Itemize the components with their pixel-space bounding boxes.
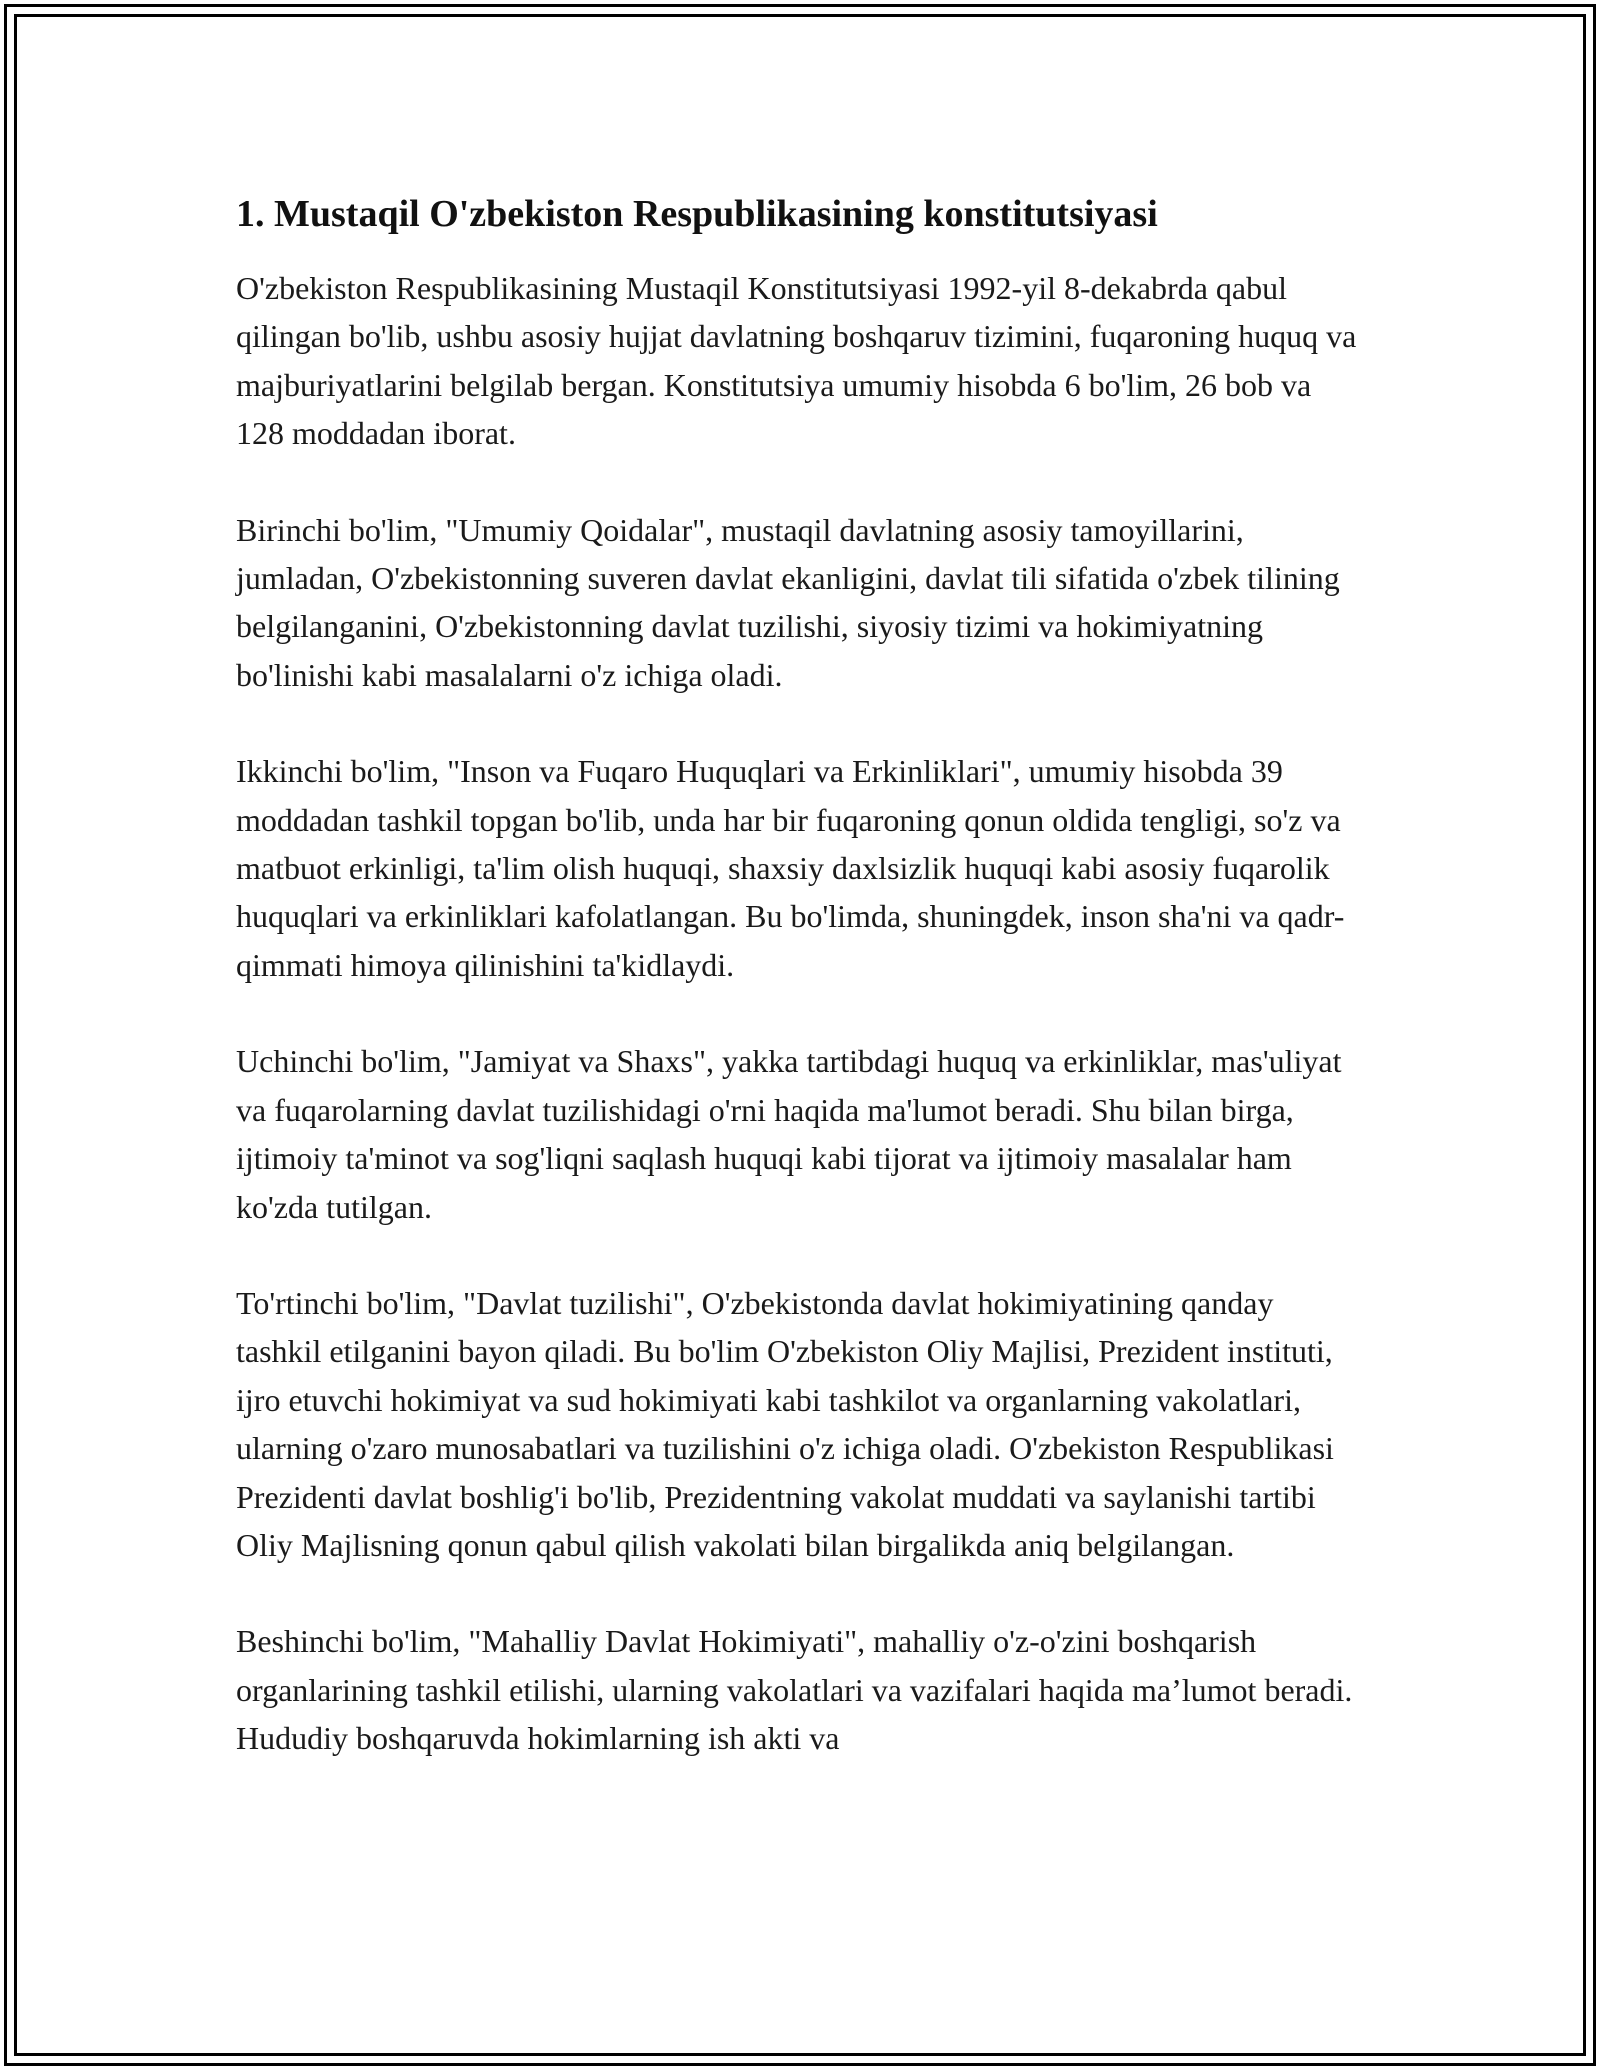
paragraph-section-3: Uchinchi bo'lim, "Jamiyat va Shaxs", yakka tartibdagi huquq va erkinliklar, mas'uliyat va fuqarolarning davlat tuzilishidagi o'rni haqida ma'lumot beradi. Shu bilan birga, ijtimoiy ta'minot va sog'liqni saqlash huquqi kabi tijorat va ijtimoiy masalalar ham ko'zda tutilgan. bbox=[236, 1043, 1342, 1225]
paragraph-section-5: Beshinchi bo'lim, "Mahalliy Davlat Hokimiyati", mahalliy o'z-o'zini boshqarish organlarining tashkil etilishi, ularning vakolatlari va vazifalari haqida ma’lumot beradi. Hududiy boshqaruvda hokimlarning ish akti va bbox=[236, 1623, 1353, 1757]
document-body bbox=[236, 186, 1366, 1811]
paragraph-intro: O'zbekiston Respublikasining Mustaqil Konstitutsiyasi 1992-yil 8-dekabrda qabul qilingan bo'lib, ushbu asosiy hujjat davlatning boshqaruv tizimini, fuqaroning huquq va majburiyatlarini belgilab bergan. Konstitutsiya umumiy hisobda 6 bo'lim, 26 bob va 128 moddadan iborat. bbox=[236, 270, 1357, 452]
paragraph-section-2: Ikkinchi bo'lim, "Inson va Fuqaro Huquqlari va Erkinliklari", umumiy hisobda 39 moddadan tashkil topgan bo'lib, unda har bir fuqaroning qonun oldida tengligi, so'z va matbuot erkinligi, ta'lim olish huquqi, shaxsiy daxlsizlik huquqi kabi asosiy fuqarolik huquqlari va erkinliklari kafolatlangan. Bu bo'limda, shuningdek, inson sha'ni va qadr-qimmati himoya qilinishini ta'kidlaydi. bbox=[236, 753, 1345, 983]
paragraph-section-4: To'rtinchi bo'lim, "Davlat tuzilishi", O'zbekistonda davlat hokimiyatining qanday tashkil etilganini bayon qiladi. Bu bo'lim O'zbekiston Oliy Majlisi, Prezident instituti, ijro etuvchi hokimiyat va sud hokimiyati kabi tashkilot va organlarning vakolatlari, ularning o'zaro munosabatlari va tuzilishini o'z ichiga oladi. O'zbekiston Respublikasi Prezidenti davlat boshlig'i bo'lib, Prezidentning vakolat muddati va saylanishi tartibi Oliy Majlisning qonun qabul qilish vakolati bilan birgalikda aniq belgilangan. bbox=[236, 1284, 1334, 1563]
paragraph-section-1: Birinchi bo'lim, "Umumiy Qoidalar", mustaqil davlatning asosiy tamoyillarini, jumladan, O'zbekistonning suveren davlat ekanligini, davlat tili sifatida o'zbek tilining belgilanganini, O'zbekistonning davlat tuzilishi, siyosiy tizimi va hokimiyatning bo'linishi kabi masalalarni o'z ichiga oladi. bbox=[236, 511, 1340, 693]
section-heading: 1. Mustaqil O'zbekiston Respublikasining konstitutsiyasi bbox=[236, 193, 1158, 235]
